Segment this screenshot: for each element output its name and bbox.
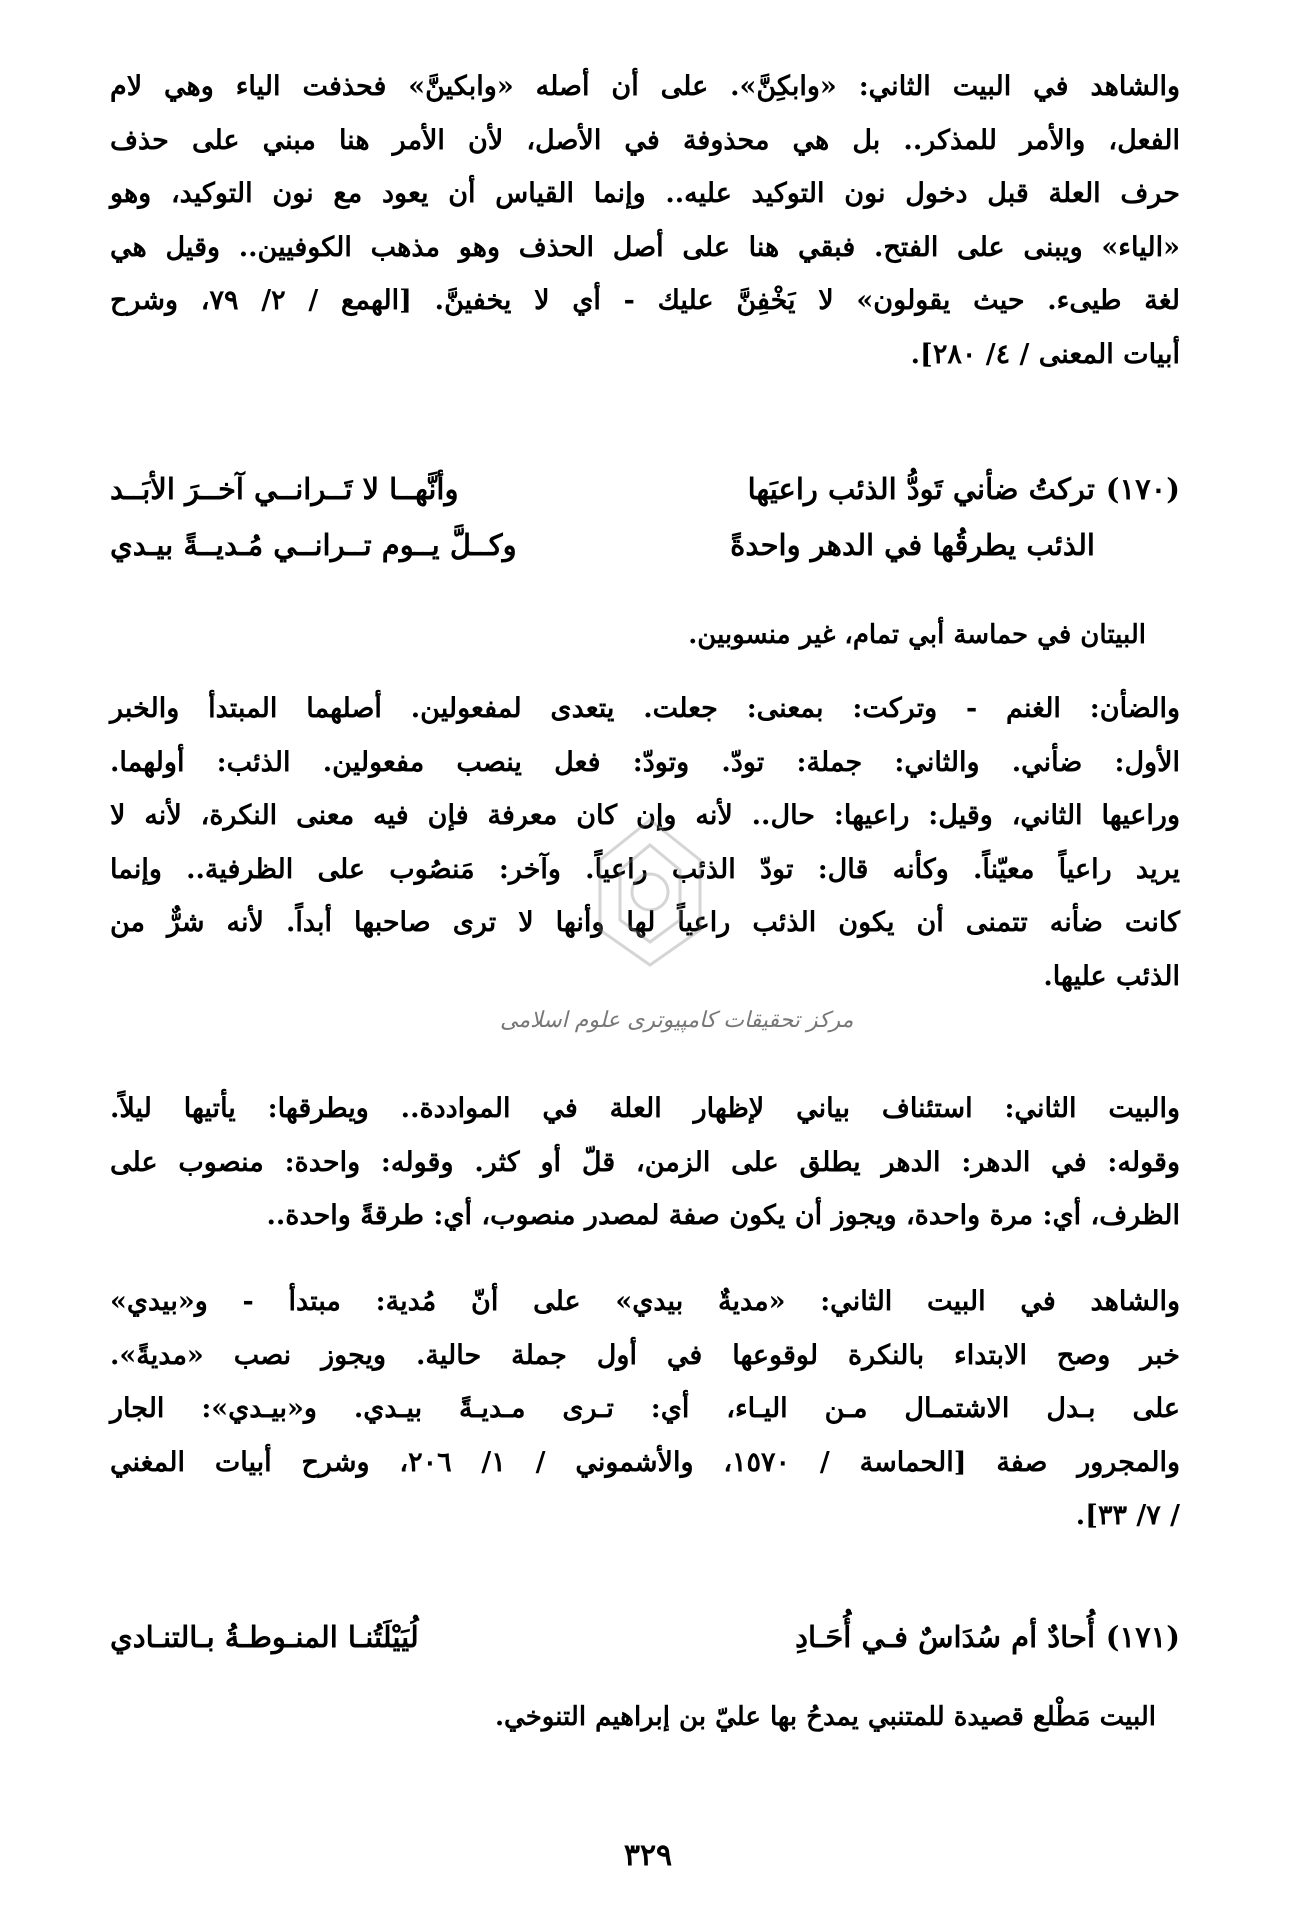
paragraph-1-line: والشاهد في البيت الثاني: «وابكِنَّ». على أن أصله «وابكينَّ» فحذفت الياء وهي لام [110,71,1180,102]
paragraph-4-line: / ٧/ ٣٣]. [1075,1500,1180,1531]
paragraph-2-line: كانت ضأنه تتمنى أن يكون الذئب راعياً لها وأنها لا ترى صاحبها أبداً. لأنه شرٌّ من [110,907,1180,938]
watermark-text: مرکز تحقیقات کامپیوتری علوم اسلامی [500,1008,854,1033]
verse-171 [110,1620,1180,1670]
verse-number: (١٧١) [1105,1620,1180,1654]
verse-hemistich: الذئب يطرقُها في الدهر واحدةً [730,528,1095,562]
paragraph-1-line: الفعل، والأمر للمذكر.. بل هي محذوفة في الأصل، لأن الأمر هنا مبني على حذف [110,124,1180,156]
verse-hemistich: أُحادٌ أم سُدَاسٌ فـي أُحَـادِ [795,1620,1095,1654]
verse-171-attribution: البيت مَطْلع قصيدة للمتنبي يمدحُ بها عليّ بن إبراهيم التنوخي. [494,1702,1156,1732]
paragraph-4-line: والمجرور صفة [الحماسة / ١٥٧٠، والأشموني / ١/ ٢٠٦، وشرح أبيات المغني [110,1446,1180,1478]
paragraph-3-line: الظرف، أي: مرة واحدة، ويجوز أن يكون صفة لمصدر منصوب، أي: طرقةً واحدة.. [266,1200,1180,1231]
paragraph-1-line: «الياء» ويبنى على الفتح. فبقي هنا على أصل الحذف وهو مذهب الكوفيين.. وقيل هي [110,231,1180,263]
verse-170-line-2 [110,528,1180,578]
paragraph-4 [110,1275,1180,1543]
paragraph-2-line: يريد راعياً معيّناً. وكأنه قال: تودّ الذئب راعياً. وآخر: مَنصُوب على الظرفية.. وإنما [110,853,1180,885]
paragraph-1-line: أبيات المعنى / ٤/ ٢٨٠]. [910,338,1180,370]
verse-hemistich: وكــلَّ يــوم تــرانــي مُـديــةً بيـدي [110,528,517,562]
verse-170-attribution: البيتان في حماسة أبي تمام، غير منسوبين. [688,620,1146,650]
paragraph-3 [110,1082,1180,1243]
verse-hemistich: لُيَيْلَتُنـا المنـوطـةُ بـالتنـادي [110,1620,419,1654]
paragraph-1-line: لغة طيىء. حيث يقولون» لا يَخْفِنَّ عليك - أي لا يخفينَّ. [الهمع / ٢/ ٧٩، وشرح [110,285,1181,316]
paragraph-3-line: وقوله: في الدهر: الدهر يطلق على الزمن، قلّ أو كثر. وقوله: واحدة: منصوب على [110,1146,1180,1178]
paragraph-1 [110,60,1180,381]
verse-170-line-1 [110,472,1180,522]
page-number: ٣٢٩ [623,1838,673,1873]
paragraph-4-line: على بـدل الاشتمـال مـن اليـاء، أي: تـرى مـديـةً بيـدي. و«بيـدي»: الجار [110,1393,1180,1424]
verse-number: (١٧٠) [1105,472,1180,506]
paragraph-2-line: وراعيها الثاني، وقيل: راعيها: حال.. لأنه وإن كان معرفة فإن فيه معنى النكرة، لأنه لا [110,800,1180,831]
paragraph-2-line: والضأن: الغنم - وتركت: بمعنى: جعلت. يتعدى لمفعولين. أصلهما المبتدأ والخبر [110,693,1180,724]
verse-hemistich: تركتُ ضأني تَودُّ الذئب راعيَها [747,472,1095,506]
paragraph-2-line: الأول: ضأني. والثاني: جملة: تودّ. وتودّ: فعل ينصب مفعولين. الذئب: أولهما. [110,746,1180,778]
paragraph-4-line: خبر وصح الابتداء بالنكرة لوقوعها في أول جملة حالية. ويجوز نصب «مديةً». [110,1339,1180,1371]
paragraph-3-line: والبيت الثاني: استئناف بياني لإظهار العلة في المواددة.. ويطرقها: يأتيها ليلاً. [110,1093,1180,1124]
paragraph-4-line: والشاهد في البيت الثاني: «مديةٌ بيدي» على أنّ مُدية: مبتدأ - و«بيدي» [110,1286,1180,1317]
verse-hemistich: وأنَّهــا لا تَــرانــي آخــرَ الأبَــد [110,472,459,506]
paragraph-2-line: الذئب عليها. [1043,960,1180,992]
paragraph-1-line: حرف العلة قبل دخول نون التوكيد عليه.. وإنما القياس أن يعود مع نون التوكيد، وهو [110,178,1180,209]
